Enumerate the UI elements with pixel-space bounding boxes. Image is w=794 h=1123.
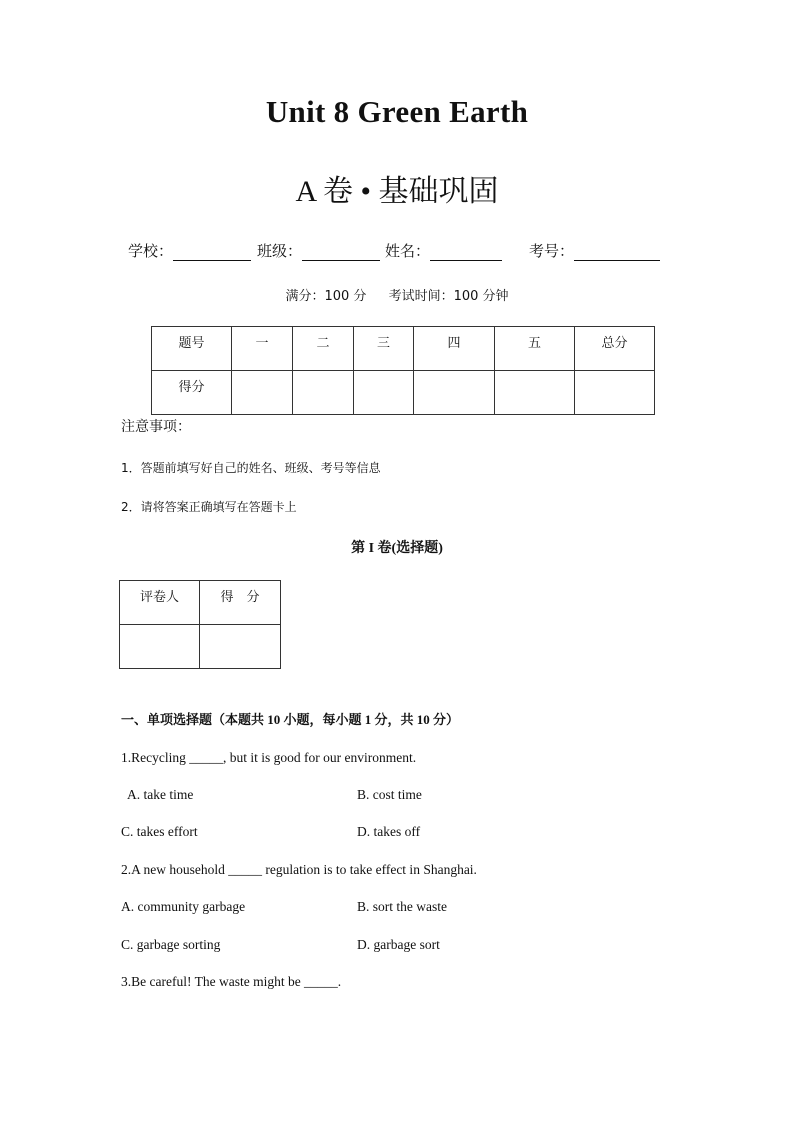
score-header-cell: 题号 [152,327,232,371]
question-stem: 2.A new household _____ regulation is to take effect in Shanghai. [121,862,477,877]
score-cell[interactable] [575,371,655,415]
class-label: 班级： [257,242,303,260]
score-row-label: 得分 [152,371,232,415]
exam-time: 考试时间：100 分钟 [388,289,509,304]
score-header-cell: 四 [414,327,495,371]
option[interactable]: A. community garbage [121,899,246,914]
option[interactable]: C. garbage sorting [121,937,221,952]
info-exam-no [529,240,660,261]
info-name [385,240,502,261]
score-header-cell: 三 [354,327,414,371]
school-label: 学校： [128,242,174,260]
option[interactable]: B. cost time [357,787,422,802]
part-title: 第 I 卷(选择题) [351,541,443,556]
document-subtitle: A 卷 • 基础巩固 [295,175,499,208]
notes-title: 注意事项： [121,419,191,435]
exam-no-label: 考号： [529,242,575,260]
school-blank[interactable] [173,244,251,261]
note-item: 1．答题前填写好自己的姓名、班级、考号等信息 [121,461,381,475]
score-header-row [152,327,655,371]
question-stem: 3.Be careful! The waste might be _____. [121,974,342,989]
grader-header-row [120,581,281,625]
grader-label: 评卷人 [120,581,200,625]
class-blank[interactable] [302,244,380,261]
score-header-cell: 一 [232,327,293,371]
name-label: 姓名： [385,242,431,260]
score-cell[interactable] [354,371,414,415]
grader-value-row [120,625,281,669]
document-title: Unit 8 Green Earth [265,94,529,129]
score-cell[interactable] [232,371,293,415]
option[interactable]: A. take time [127,787,194,802]
exam-no-blank[interactable] [574,244,660,261]
grader-cell[interactable] [120,625,200,669]
info-school [128,240,251,261]
name-blank[interactable] [430,244,502,261]
score-cell[interactable] [414,371,495,415]
exam-meta [0,285,794,304]
note-item: 2．请将答案正确填写在答题卡上 [121,500,297,514]
score-header-cell: 二 [293,327,354,371]
grader-table [119,580,281,669]
score-cell[interactable] [495,371,575,415]
full-score: 满分：100 分 [285,289,367,304]
option[interactable]: D. garbage sort [357,937,440,952]
option[interactable]: D. takes off [357,824,421,839]
score-header-cell: 五 [495,327,575,371]
section-title: 一、单项选择题（本题共 10 小题，每小题 1 分，共 10 分） [121,712,460,727]
question-stem: 1.Recycling _____, but it is good for our environment. [121,750,417,765]
score-cell[interactable] [293,371,354,415]
grader-score-cell[interactable] [200,625,281,669]
score-header-cell: 总分 [575,327,655,371]
info-class [257,240,380,261]
option[interactable]: C. takes effort [121,824,198,839]
grader-score-label: 得 分 [200,581,281,625]
score-value-row [152,371,655,415]
option[interactable]: B. sort the waste [357,899,447,914]
score-table [151,326,655,415]
